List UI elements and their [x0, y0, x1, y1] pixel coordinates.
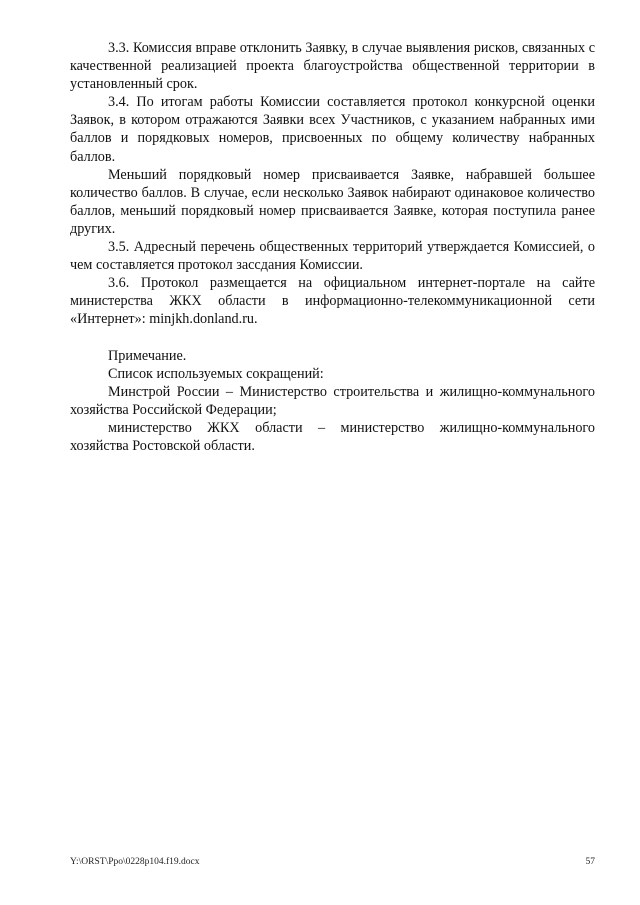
footer-file-path: Y:\ORST\Ppo\0228p104.f19.docx — [70, 857, 200, 867]
note-title: Примечание. — [108, 347, 187, 364]
abbreviation-item: министерство ЖКХ области – министерство жилищно-коммунального хозяйства Ростовской области. — [70, 419, 595, 454]
abbreviation-item: Минстрой России – Министерство строительства и жилищно-коммунального хозяйства Российской Федерации; — [70, 383, 595, 418]
abbreviations-title: Список используемых сокращений: — [108, 365, 324, 382]
page-number: 57 — [585, 857, 595, 867]
paragraph-3-3: 3.3. Комиссия вправе отклонить Заявку, в случае выявления рисков, связанных с качественной реализацией проекта благоустройства общественной территории в установленный срок. — [70, 40, 595, 93]
paragraph-3-4: 3.4. По итогам работы Комиссии составляется протокол конкурсной оценки Заявок, в котором отражаются Заявки всех Участников, с указанием набранных ими баллов и порядковых номеров, присвоенных по общему количеству набранных баллов. — [70, 94, 595, 165]
paragraph-3-6: 3.6. Протокол размещается на официальном интернет-портале на сайте министерства ЖКХ области в информационно-телекоммуникационной сети «Интернет»: minjkh.donland.ru. — [70, 275, 595, 328]
paragraph-ranking-rule: Меньший порядковый номер присваивается Заявке, набравшей большее количество баллов. В случае, если несколько Заявок набирают одинаковое количество баллов, меньший порядковый номер присваивается Заявке, которая поступила ранее других. — [70, 166, 595, 237]
page-footer — [70, 857, 595, 871]
document-body — [70, 39, 595, 455]
blank-line — [70, 329, 595, 347]
paragraph-3-5: 3.5. Адресный перечень общественных территорий утверждается Комиссией, о чем составляется протокол засcдания Комиссии. — [70, 239, 595, 274]
